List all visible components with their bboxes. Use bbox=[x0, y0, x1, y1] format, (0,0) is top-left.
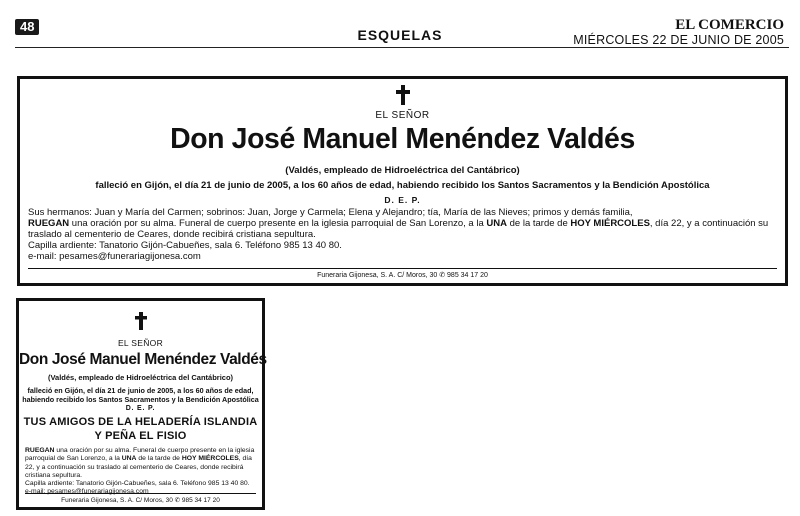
header-divider bbox=[15, 47, 789, 48]
family-line: Sus hermanos: Juan y María del Carmen; sobrinos: Juan, Jorge y Carmela; Elena y Alejandro; tía, María de las Nieves; primos y demás familia, bbox=[28, 207, 633, 218]
footer-divider bbox=[28, 268, 777, 269]
funeral-home-footer: Funeraria Gijonesa, S. A. C/ Moros, 30 ✆ 985 34 17 20 bbox=[317, 272, 488, 279]
ruegan-paragraph: RUEGAN una oración por su alma. Funeral de cuerpo presente en la iglesia parroquial de San Lorenzo, a la UNA de la tarde de HOY MIÉRCOLES, día 22, y a continuación su traslado al cementerio de Ceares, donde recibirá cristiana sepultura. bbox=[25, 447, 255, 479]
notice-body bbox=[28, 207, 777, 262]
chapel-line: Capilla ardiente: Tanatorio Gijón-Cabueñes, sala 6. Teléfono 985 13 40 80. bbox=[28, 240, 342, 251]
deceased-occupation: (Valdés, empleado de Hidroeléctrica del Cantábrico) bbox=[285, 165, 520, 176]
mourners-line-2: Y PEÑA EL FISIO bbox=[94, 430, 187, 442]
deceased-occupation: (Valdés, empleado de Hidroeléctrica del Cantábrico) bbox=[47, 373, 234, 382]
publication-date: MIÉRCOLES 22 DE JUNIO DE 2005 bbox=[573, 33, 784, 47]
notice-title: EL SEÑOR bbox=[375, 110, 430, 121]
page-number: 48 bbox=[15, 19, 39, 35]
death-statement-2: habiendo recibido los Santos Sacramentos y la Bendición Apostólica bbox=[22, 395, 259, 404]
dep-line: D. E. P. bbox=[125, 405, 156, 412]
deceased-name: Don José Manuel Menéndez Valdés bbox=[19, 351, 267, 368]
funeral-home-footer: Funeraria Gijonesa, S. A. C/ Moros, 30 ✆ 985 34 17 20 bbox=[61, 497, 220, 504]
newspaper-name: EL COMERCIO bbox=[675, 17, 784, 33]
dep-line: D. E. P. bbox=[384, 195, 421, 205]
notice-body bbox=[25, 447, 256, 497]
section-title: ESQUELAS bbox=[357, 27, 443, 43]
death-statement-1: falleció en Gijón, el día 21 de junio de 2005, a los 60 años de edad, bbox=[27, 386, 254, 395]
latin-cross-icon bbox=[396, 85, 410, 105]
chapel-line: Capilla ardiente: Tanatorio Gijón-Cabueñes, sala 6. Teléfono 985 13 40 80. bbox=[25, 480, 250, 488]
obituary-notice-small bbox=[16, 298, 265, 510]
ruegan-paragraph: RUEGAN una oración por su alma. Funeral de cuerpo presente en la iglesia parroquial de San Lorenzo, a la UNA de la tarde de HOY MIÉRCOLES, día 22, y a continuación su traslado al cementerio de Ceares, donde recibirá cristiana sepultura. bbox=[28, 218, 769, 240]
death-statement: falleció en Gijón, el día 21 de junio de 2005, a los 60 años de edad, habiendo recibido los Santos Sacramentos y la Bendición Apostólica bbox=[95, 180, 710, 191]
deceased-name: Don José Manuel Menéndez Valdés bbox=[170, 123, 635, 155]
footer-divider bbox=[25, 493, 256, 494]
notice-title: EL SEÑOR bbox=[117, 338, 164, 348]
mourners-line-1: TUS AMIGOS DE LA HELADERÍA ISLANDIA bbox=[23, 416, 258, 428]
email-line: e-mail: pesames@funerariagijonesa.com bbox=[25, 488, 149, 496]
page-header bbox=[0, 0, 800, 56]
latin-cross-icon bbox=[135, 312, 147, 330]
email-line: e-mail: pesames@funerariagijonesa.com bbox=[28, 251, 201, 262]
obituary-notice-large bbox=[17, 76, 788, 286]
